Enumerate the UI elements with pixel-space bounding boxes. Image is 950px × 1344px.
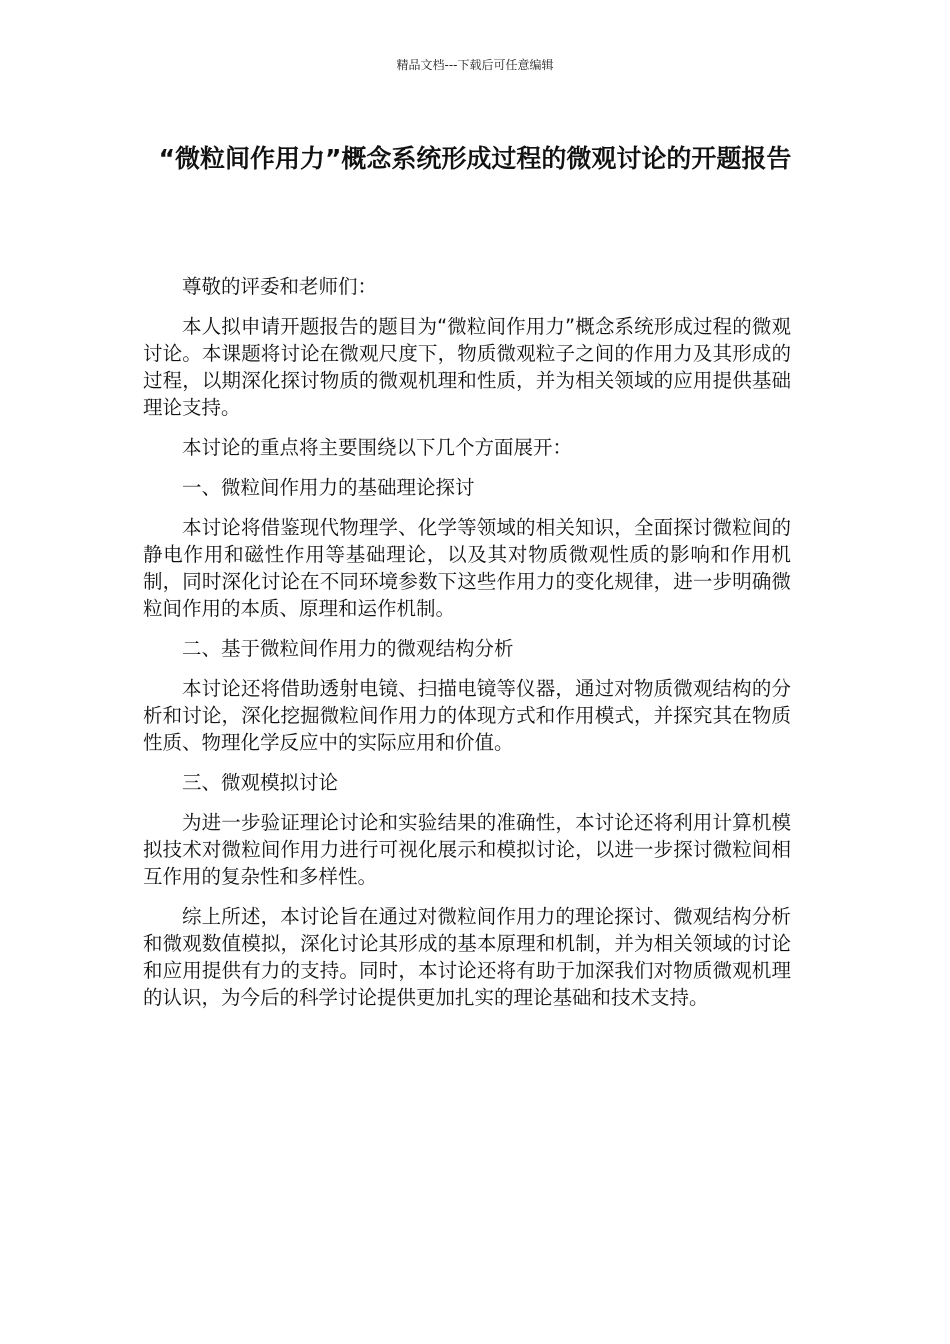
header-note: 精品文档---下载后可任意编辑 — [396, 58, 554, 72]
salutation: 尊敬的评委和老师们： — [182, 275, 378, 298]
section-heading-3: 三、微观模拟讨论 — [182, 771, 339, 794]
focus-statement: 本讨论的重点将主要围绕以下几个方面展开： — [182, 436, 573, 459]
document-body — [143, 273, 791, 1024]
intro-paragraph: 本人拟申请开题报告的题目为“微粒间作用力”概念系统形成过程的微观讨论。本课题将讨论在微观尺度下，物质微观粒子之间的作用力及其形成的过程，以期深化探讨物质的微观机理和性质，并为相关领域的应用提供基础理论支持。 — [143, 315, 791, 419]
conclusion-paragraph: 综上所述，本讨论旨在通过对微粒间作用力的理论探讨、微观结构分析和微观数值模拟，深化讨论其形成的基本原理和机制，并为相关领域的讨论和应用提供有力的支持。同时，本讨论还将有助于加深我们对物质微观机理的认识，为今后的科学讨论提供更加扎实的理论基础和技术支持。 — [143, 905, 791, 1009]
document-title: “微粒间作用力”概念系统形成过程的微观讨论的开题报告 — [158, 144, 792, 173]
section-heading-1: 一、微粒间作用力的基础理论探讨 — [182, 476, 475, 499]
section-paragraph-2: 本讨论还将借助透射电镜、扫描电镜等仪器，通过对物质微观结构的分析和讨论，深化挖掘微粒间作用力的体现方式和作用模式，并探究其在物质性质、物理化学反应中的实际应用和价值。 — [143, 677, 791, 754]
section-heading-2: 二、基于微粒间作用力的微观结构分析 — [182, 637, 514, 660]
section-paragraph-1: 本讨论将借鉴现代物理学、化学等领域的相关知识，全面探讨微粒间的静电作用和磁性作用等基础理论，以及其对物质微观性质的影响和作用机制，同时深化讨论在不同环境参数下这些作用力的变化规律，进一步明确微粒间作用的本质、原理和运作机制。 — [143, 516, 791, 620]
section-paragraph-3: 为进一步验证理论讨论和实验结果的准确性，本讨论还将利用计算机模拟技术对微粒间作用力进行可视化展示和模拟讨论，以进一步探讨微粒间相互作用的复杂性和多样性。 — [143, 811, 791, 888]
